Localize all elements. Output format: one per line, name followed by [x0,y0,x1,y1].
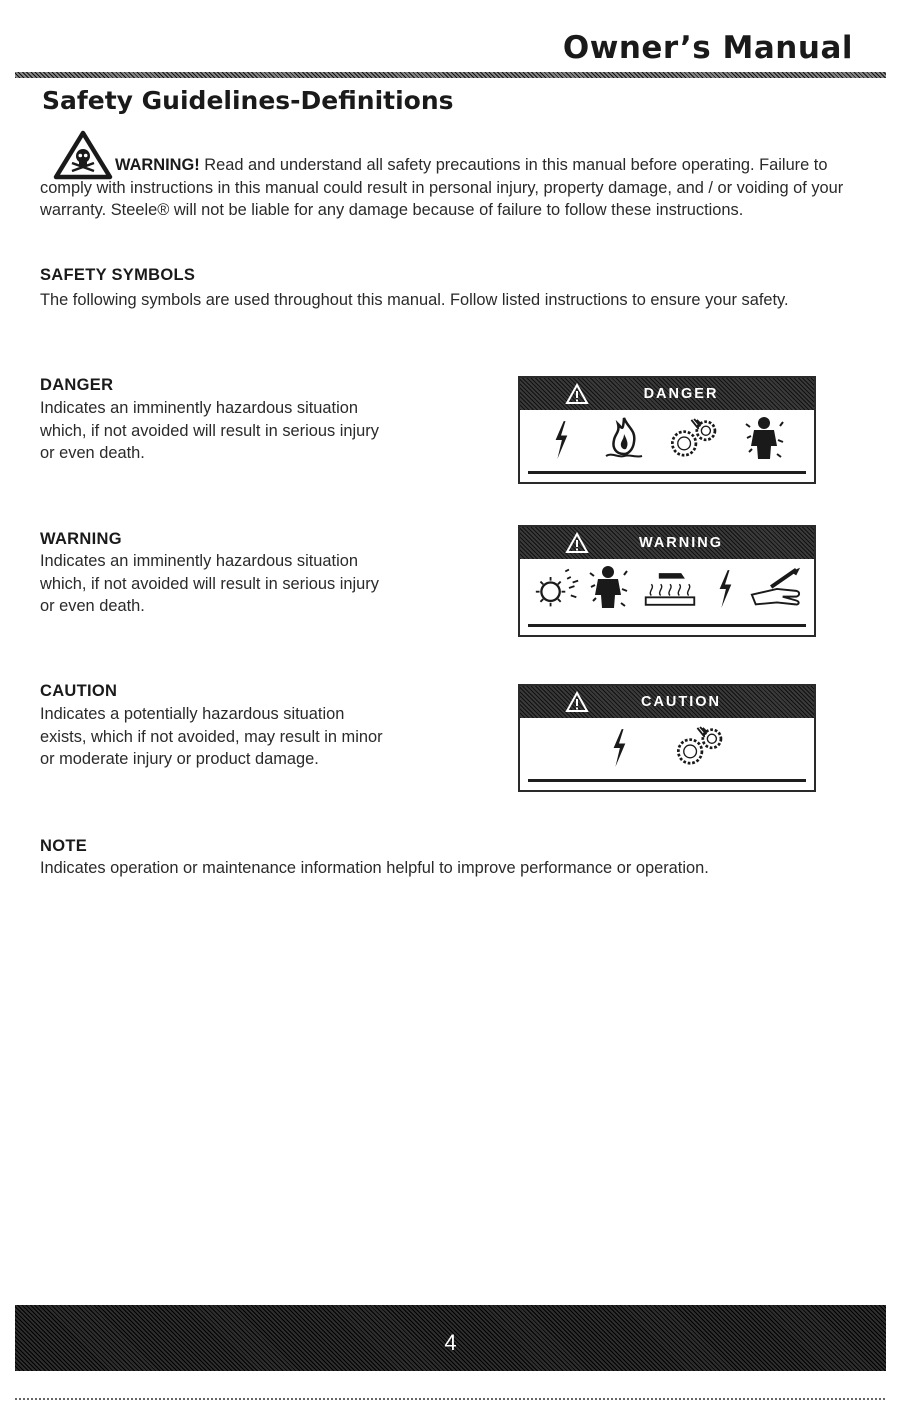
warning-sign [518,525,816,637]
danger-sign-label: DANGER [643,386,719,402]
header-divider [15,72,886,78]
gear-entanglement-icon [672,724,730,768]
manual-title: Owner’s Manual [562,30,853,66]
warning-label: WARNING! [115,156,200,174]
gear-entanglement-icon [666,416,724,460]
fire-burn-icon [602,416,646,460]
section-title: Safety Guidelines-Definitions [42,86,454,115]
hand-injury-icon [748,565,802,609]
electric-shock-icon [716,567,734,611]
note-text: Indicates operation or maintenance information helpful to improve performance or operation. [40,859,709,877]
caution-heading: CAUTION [40,682,118,700]
footer-divider [15,1398,886,1400]
warning-text: Read and understand all safety precautions in this manual before operating. Failure to comply with instructions in this manual could result in personal injury, property damage, and / or voiding of your warranty. Steele® will not be liable for any damage because of failure to follow these instructions. [40,156,844,219]
note-heading: NOTE [40,837,88,855]
electrocuted-person-icon [588,565,628,609]
page-number: 4 [444,1330,457,1355]
caution-sign-label: CAUTION [640,694,722,710]
alert-triangle-icon [565,532,589,554]
danger-heading: DANGER [40,376,114,394]
warning-sign-rule [528,624,806,627]
warning-paragraph [40,154,870,222]
electric-shock-icon [610,726,628,770]
danger-sign-header [520,378,814,410]
footer-bar [15,1305,886,1371]
electric-shock-icon [552,418,570,462]
warning-sign-header [520,527,814,559]
caution-sign-header [520,686,814,718]
danger-sign-rule [528,471,806,474]
alert-triangle-icon [565,383,589,405]
electrocuted-person-icon [744,416,784,460]
caution-sign-rule [528,779,806,782]
danger-sign [518,376,816,484]
alert-triangle-icon [565,691,589,713]
caution-text: Indicates a potentially hazardous situation exists, which if not avoided, may result in minor or moderate injury or product damage. [40,705,383,768]
warning-heading: WARNING [40,530,122,548]
danger-text: Indicates an imminently hazardous situation which, if not avoided will result in serious injury or even death. [40,399,379,462]
flying-debris-icon [534,567,580,609]
warning-definition-text: Indicates an imminently hazardous situation which, if not avoided will result in serious injury or even death. [40,552,379,615]
safety-symbols-heading: SAFETY SYMBOLS [40,266,196,284]
hot-surface-icon [642,567,698,609]
warning-sign-label: WARNING [638,535,724,551]
safety-symbols-text: The following symbols are used throughout this manual. Follow listed instructions to ensure your safety. [40,291,789,309]
caution-sign [518,684,816,792]
